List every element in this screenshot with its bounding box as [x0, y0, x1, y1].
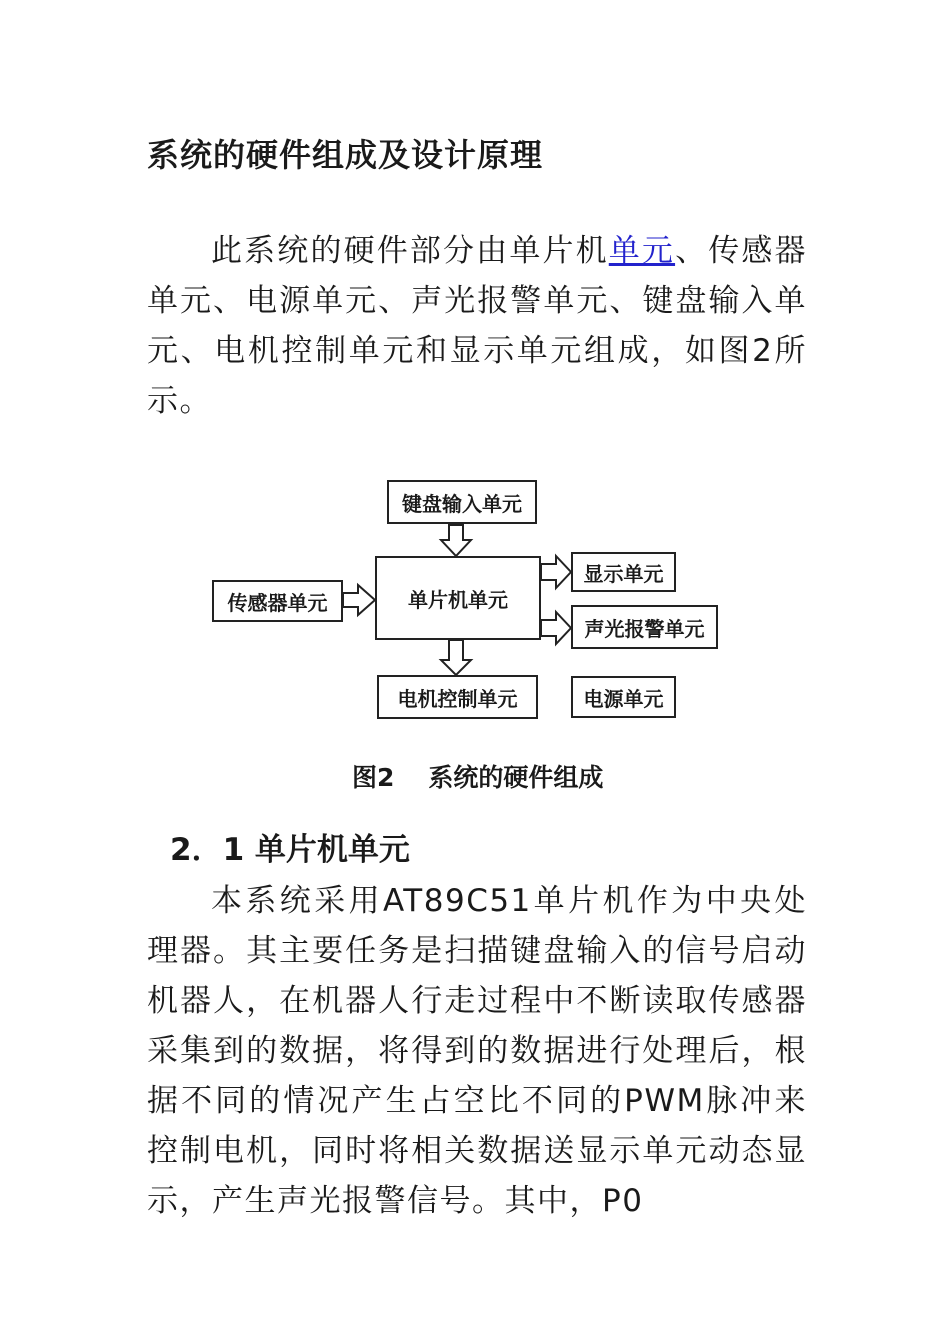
figure-caption [352, 758, 603, 794]
box-display: 显示单元 [571, 552, 676, 592]
arrow-keyboard-to-mcu [441, 525, 471, 556]
box-alarm: 声光报警单元 [571, 605, 718, 649]
intro-text-end: 、传感器单元、电源单元、声光报警单元、键盘输入单元、电机控制单元和显示单元组成，如图2所示。 [147, 233, 808, 419]
caption-number: 图2 [352, 763, 395, 792]
arrow-mcu-to-alarm [541, 612, 571, 644]
hardware-block-diagram [200, 468, 740, 798]
section-title: 系统的硬件组成及设计原理 [147, 136, 544, 174]
subsection-title: 2．1 单片机单元 [170, 832, 410, 868]
intro-text-start: 此系统的硬件部分由单片机 [211, 233, 609, 269]
box-power: 电源单元 [571, 676, 676, 718]
arrow-mcu-to-motor [441, 640, 471, 675]
intro-paragraph [147, 226, 807, 426]
caption-text: 系统的硬件组成 [428, 763, 604, 792]
arrow-mcu-to-display [541, 556, 571, 588]
unit-link[interactable]: 单元 [608, 233, 676, 269]
box-keyboard-input: 键盘输入单元 [387, 480, 537, 524]
box-mcu: 单片机单元 [375, 556, 541, 640]
box-sensor: 传感器单元 [212, 580, 343, 622]
arrow-sensor-to-mcu [343, 585, 375, 615]
box-motor-control: 电机控制单元 [377, 675, 538, 719]
mcu-description-paragraph: 本系统采用AT89C51单片机作为中央处理器。其主要任务是扫描键盘输入的信号启动机器人，在机器人行走过程中不断读取传感器采集到的数据，将得到的数据进行处理后，根据不同的情况产生占空比不同的PWM脉冲来控制电机，同时将相关数据送显示单元动态显示，产生声光报警信号。其中，P0 [147, 883, 807, 1219]
